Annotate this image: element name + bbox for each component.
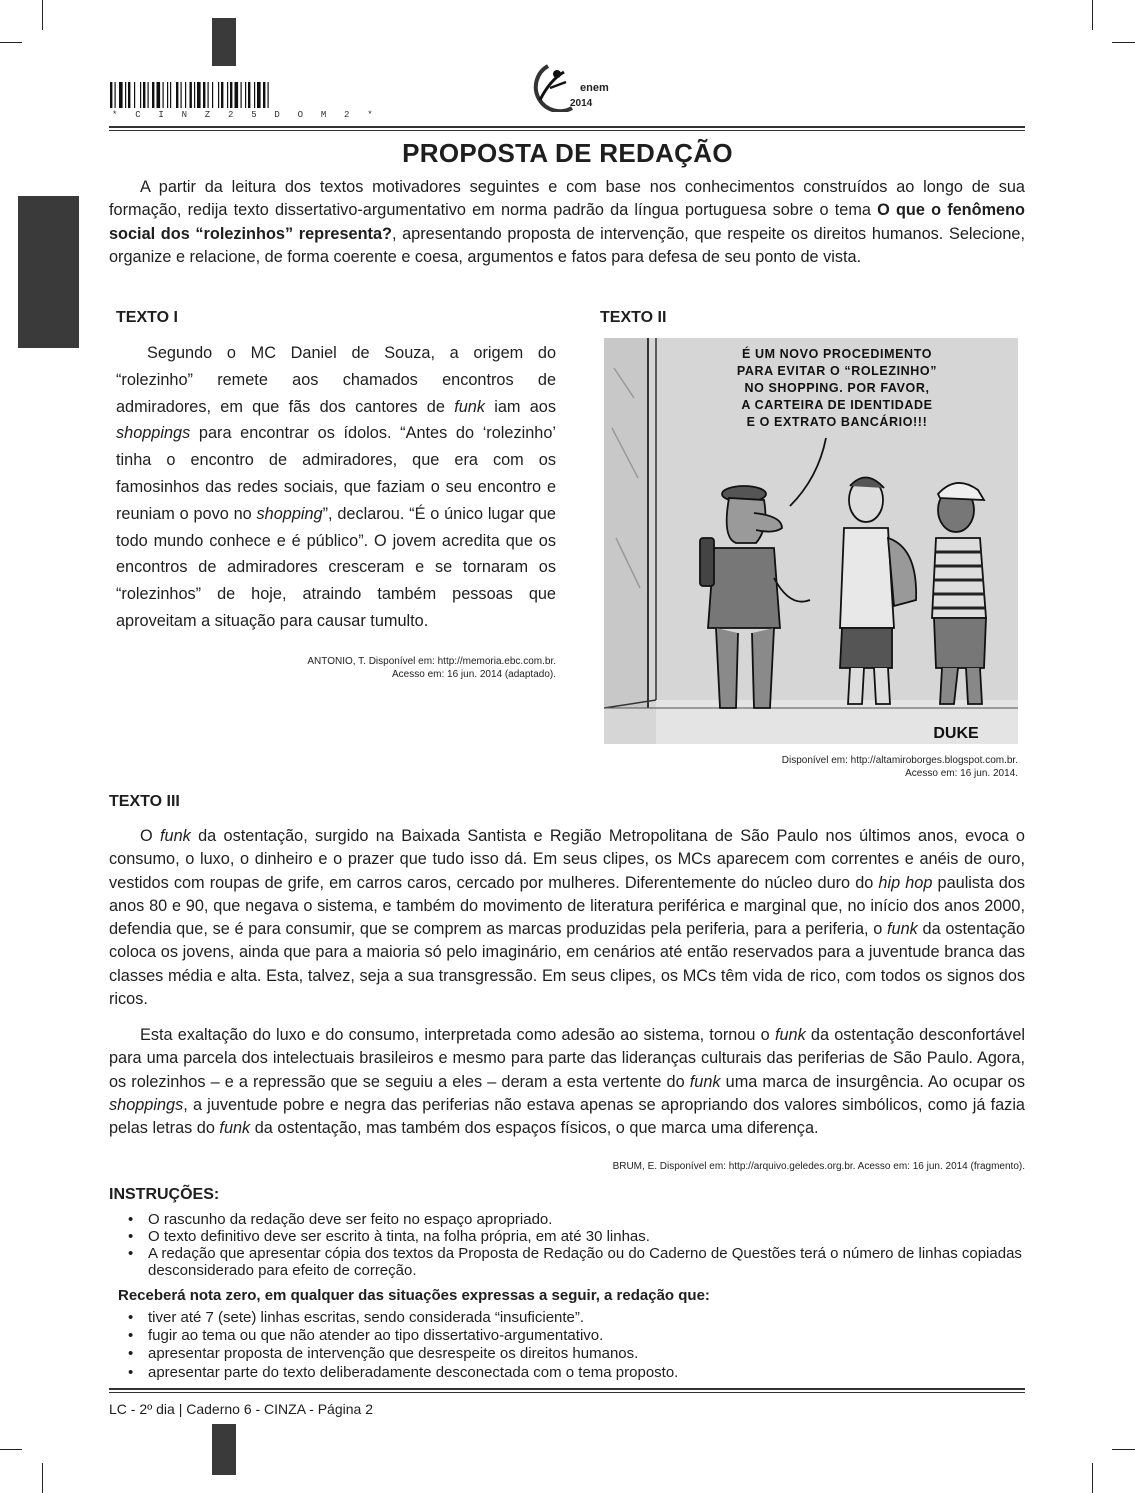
registration-block-bottom	[212, 1424, 236, 1475]
italic-run: hip hop	[878, 873, 933, 892]
texto2-source	[660, 754, 1018, 780]
page-title: PROPOSTA DE REDAÇÃO	[402, 138, 733, 168]
barcode-bar	[167, 82, 168, 108]
barcode-bar	[148, 82, 149, 108]
text-run: iam aos	[484, 397, 556, 416]
barcode-bar	[268, 82, 269, 108]
barcode-bar	[128, 82, 130, 108]
barcode-bar	[245, 82, 246, 108]
instruction-text: O texto definitivo deve ser escrito à tinta, na folha própria, em até 30 linhas.	[148, 1228, 650, 1245]
crop-mark	[42, 1463, 43, 1493]
footer-divider	[109, 1388, 1025, 1393]
bullet-icon: •	[128, 1345, 134, 1362]
intro-theme: O que o fenômeno social dos “rolezinhos” representa?	[109, 201, 1025, 243]
zero-text: tiver até 7 (sete) linhas escritas, sendo considerada “insuficiente”.	[148, 1309, 585, 1326]
bullet-icon: •	[128, 1364, 134, 1381]
barcode-bar	[185, 82, 186, 108]
texto3-paragraph-2	[109, 1024, 1025, 1140]
barcode-bar	[176, 82, 178, 108]
barcode-bar	[221, 82, 223, 108]
texto1-body	[116, 340, 556, 635]
italic-run: funk	[689, 1072, 721, 1091]
barcode-text: * C I N Z 2 5 D O M 2 *	[112, 110, 379, 120]
texto2-heading: TEXTO II	[600, 309, 667, 326]
bullet-icon: •	[128, 1211, 134, 1228]
crop-mark	[1112, 42, 1135, 43]
zero-item	[128, 1345, 1028, 1362]
instructions-title: INSTRUÇÕES:	[109, 1186, 220, 1203]
barcode-bar	[152, 82, 154, 108]
barcode-bar	[263, 82, 265, 108]
intro-text: A partir da leitura dos textos motivadores seguintes e com base nos conhecimentos construídos ao longo de sua formação, redija texto dissertativo-argumentativo em norma padrão da língua portuguesa sobre o tema	[109, 178, 1025, 220]
text-run: Segundo o MC Daniel de Souza, a origem do “rolezinho” remete aos chamados encontros de admiradores, em que fãs dos cantores de	[116, 344, 556, 416]
italic-run: shoppings	[116, 424, 191, 443]
zero-text: apresentar parte do texto deliberadamente desconectada com o tema proposto.	[148, 1364, 679, 1381]
barcode-bar	[163, 82, 164, 108]
italic-run: shoppings	[109, 1095, 184, 1114]
barcode-bar	[235, 82, 239, 108]
text-run: da ostentação coloca os jovens, ainda que para a maioria só pelo imaginário, em cenários até então reservados para a juventude branca das classes média e alta. Esta, talvez, seja a sua transgressão. Em seus clipes, os MCs têm vida de rico, com todos os signos dos ricos.	[109, 920, 1025, 1009]
barcode-bar	[170, 82, 171, 108]
zero-score-title: Receberá nota zero, em qualquer das situações expressas a seguir, a redação que:	[118, 1287, 710, 1304]
texto3-heading: TEXTO III	[109, 793, 180, 810]
zero-text: apresentar proposta de intervenção que desrespeite os direitos humanos.	[148, 1345, 639, 1362]
instruction-item	[128, 1228, 1028, 1245]
source-line: Acesso em: 16 jun. 2014.	[905, 768, 1018, 779]
italic-run: funk	[774, 1026, 806, 1044]
zero-text: fugir ao tema ou que não atender ao tipo dissertativo-argumentativo.	[148, 1327, 604, 1344]
barcode-bar	[230, 82, 232, 108]
text-run: da ostentação desconfortável para uma parcela dos intelectuais brasileiros e mesmo para parte das lideranças culturais das periferias de São Paulo. Agora, os rolezinhos – e a repressão que se seguiu a eles – deram a esta vertente do	[109, 1026, 1025, 1091]
crop-mark	[1092, 1463, 1093, 1493]
balloon-line: A CARTEIRA DE IDENTIDADE	[741, 398, 933, 412]
balloon-line: É UM NOVO PROCEDIMENTO	[741, 347, 933, 361]
crop-mark	[0, 42, 22, 43]
italic-run: funk	[160, 827, 191, 845]
balloon-line: PARA EVITAR O “ROLEZINHO”	[736, 364, 938, 378]
registration-block-side	[18, 196, 79, 348]
cartoon-image	[604, 338, 1018, 744]
crop-mark	[0, 1449, 22, 1450]
barcode-bar	[119, 82, 123, 108]
bullet-icon: •	[128, 1309, 134, 1326]
zero-item	[128, 1327, 1028, 1344]
cartoon-signature: DUKE	[933, 725, 979, 742]
source-line: Disponível em: http://altamiroborges.blogspot.com.br.	[781, 755, 1018, 766]
crop-mark	[1092, 0, 1093, 30]
registration-block-top	[212, 18, 236, 66]
barcode-bar	[115, 82, 116, 108]
balloon-line: E O EXTRATO BANCÁRIO!!!	[746, 415, 928, 429]
zero-item	[128, 1364, 1028, 1381]
logo-word: enem	[580, 82, 609, 94]
bullet-icon: •	[128, 1245, 134, 1262]
source-line: Acesso em: 16 jun. 2014 (adaptado).	[392, 669, 556, 680]
instruction-text: O rascunho da redação deve ser feito no espaço apropriado.	[148, 1211, 553, 1228]
zero-item	[128, 1309, 1028, 1326]
logo-year: 2014	[570, 98, 593, 109]
barcode-bar	[197, 82, 201, 108]
instruction-item	[128, 1211, 1028, 1228]
barcode-bar	[125, 82, 126, 108]
italic-run: shopping	[256, 504, 323, 523]
texto1-heading: TEXTO I	[116, 309, 178, 326]
barcode-bar	[190, 82, 192, 108]
texto3-paragraph-1	[109, 825, 1025, 1011]
balloon-line: NO SHOPPING. POR FAVOR,	[744, 381, 930, 395]
barcode-bar	[218, 82, 219, 108]
barcode-bar	[227, 82, 228, 108]
bullet-icon: •	[128, 1327, 134, 1344]
barcode-bar	[248, 82, 250, 108]
texto3-source: BRUM, E. Disponível em: http://arquivo.geledes.org.br. Acesso em: 16 jun. 2014 (fragmento).	[612, 1161, 1025, 1172]
text-run: da ostentação, surgido na Baixada Santista e Região Metropolitana de São Paulo nos últimos anos, evoca o consumo, o luxo, o dinheiro e o prazer que tudo isso dá. Em seus clipes, os MCs aparecem com correntes e anéis de ouro, vestidos com roupas de grife, em carros caros, cercado por mulheres. Diferentemente do núcleo duro do	[109, 827, 1025, 892]
text-run: O	[140, 827, 160, 845]
header-divider	[109, 126, 1025, 131]
crop-mark	[1112, 1449, 1135, 1450]
barcode-bar	[194, 82, 195, 108]
instruction-text: A redação que apresentar cópia dos textos da Proposta de Redação ou do Caderno de Questões terá o número de linhas copiadas desconsiderado para efeito de correção.	[148, 1245, 1022, 1279]
text-run: uma marca de insurgência. Ao ocupar os	[720, 1072, 1025, 1091]
intro-text-end: , apresentando proposta de intervenção, que respeite os direitos humanos. Selecione, organize e relacione, de forma coerente e coesa, argumentos e fatos para defesa de seu ponto de vista.	[109, 224, 1025, 266]
italic-run: funk	[219, 1119, 251, 1138]
bullet-icon: •	[128, 1228, 134, 1245]
italic-run: funk	[887, 920, 918, 939]
barcode-bar	[241, 82, 242, 108]
text-run: ”, declarou. “É o único lugar que todo mundo conhece e é público”. O jovem acredita que os encontros de admiradores cresceram e se tornaram os “rolezinhos” de hoje, atraindo também pessoas que aproveitam a situação para causar tumulto.	[116, 504, 556, 630]
barcode-bar	[143, 82, 145, 108]
crop-mark	[42, 0, 43, 30]
instruction-item	[128, 1245, 1028, 1279]
text-run: , a juventude pobre e negra das periferias não estava apenas se apropriando dos valores simbólicos, como já fazia pelas letras do	[109, 1095, 1025, 1138]
barcode-bar	[203, 82, 205, 108]
texto1-source	[200, 655, 556, 681]
barcode-bar	[134, 82, 135, 108]
barcode-bar	[110, 82, 112, 108]
page-footer: LC - 2º dia | Caderno 6 - CINZA - Página 2	[109, 1401, 373, 1417]
source-line: ANTONIO, T. Disponível em: http://memoria.ebc.com.br.	[307, 656, 556, 667]
text-run: Esta exaltação do luxo e do consumo, interpretada como adesão ao sistema, tornou o	[140, 1026, 775, 1044]
barcode-bar	[208, 82, 209, 108]
text-run: paulista dos anos 80 e 90, que negava o sistema, e também do movimento de literatura periférica e marginal que, no início dos anos 2000, defendia que, se é para consumir, que se comprem as marcas produzidas pela periferia, para a periferia, o	[109, 873, 1025, 939]
barcode-bar	[140, 82, 141, 108]
barcode-bar	[212, 82, 213, 108]
italic-run: funk	[454, 397, 485, 416]
barcode-bar	[254, 82, 255, 108]
text-run: para encontrar os ídolos. “Antes do ‘rolezinho’ tinha o encontro de admiradores, que era com os famosinhos das redes sociais, que faziam o seu encontro e reuniam o povo no	[116, 424, 556, 523]
text-run: da ostentação, mas também dos espaços físicos, o que marca uma diferença.	[250, 1119, 819, 1138]
barcode-bar	[157, 82, 161, 108]
barcode-bar	[257, 82, 261, 108]
intro-paragraph	[109, 176, 1025, 269]
barcode-bar	[181, 82, 182, 108]
